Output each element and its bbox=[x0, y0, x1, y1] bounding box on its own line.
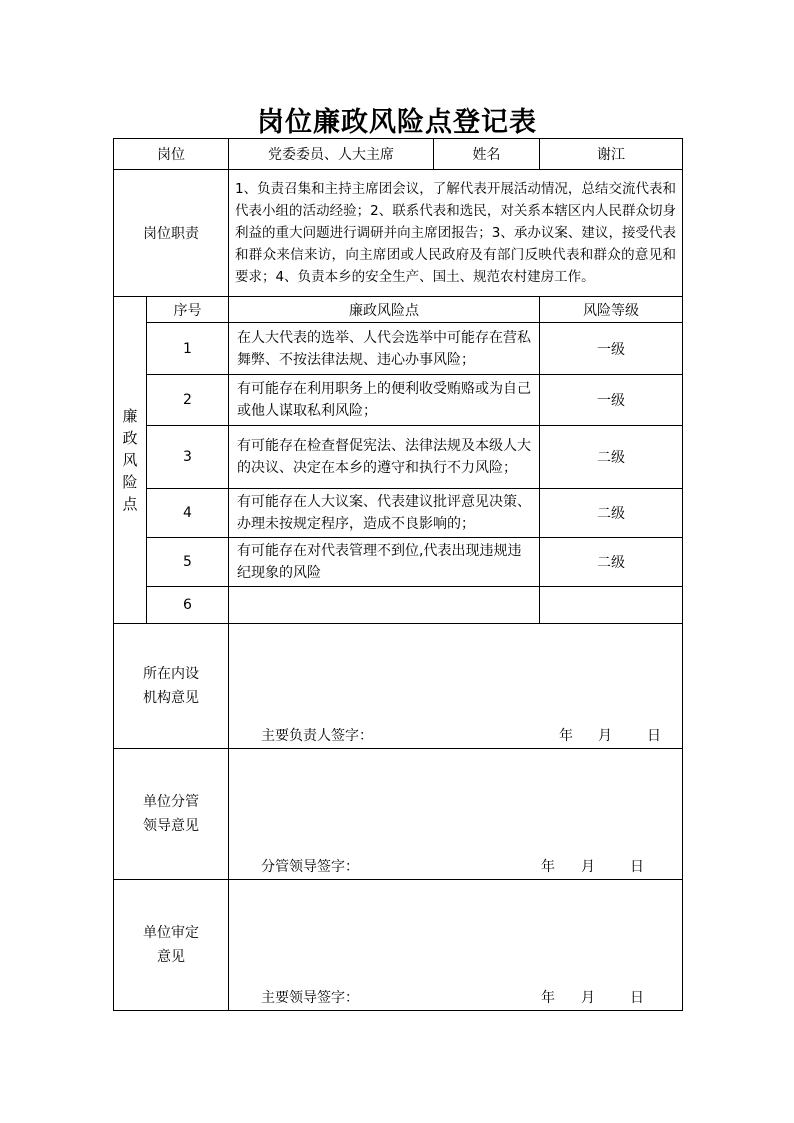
risk-side-char: 廉 bbox=[122, 407, 138, 425]
risk-level: 二级 bbox=[540, 426, 683, 489]
duties-row bbox=[114, 170, 683, 297]
internal-opinion-row bbox=[114, 624, 683, 749]
risk-side-char: 风 bbox=[122, 451, 138, 469]
unit-opinion-row bbox=[114, 880, 683, 1011]
leader-opinion-label-line: 领导意见 bbox=[143, 818, 199, 834]
form-title: 岗位廉政风险点登记表 bbox=[257, 107, 537, 138]
risk-side-label bbox=[114, 297, 147, 624]
risk-row bbox=[114, 538, 683, 587]
unit-signature-label: 主要领导签字： bbox=[261, 990, 359, 1006]
risk-text: 在人大代表的选举、人代会选举中可能存在营私舞弊、不按法律法规、违心办事风险； bbox=[229, 323, 540, 375]
leader-date-day: 日 bbox=[630, 859, 644, 875]
name-value: 谢江 bbox=[540, 139, 683, 170]
unit-date-month: 月 bbox=[581, 990, 595, 1006]
leader-opinion-label-line: 单位分管 bbox=[143, 794, 199, 810]
leader-date-year: 年 bbox=[541, 859, 555, 875]
internal-date-year: 年 bbox=[559, 728, 573, 744]
risk-no: 4 bbox=[147, 489, 229, 538]
risk-no: 5 bbox=[147, 538, 229, 587]
risk-no: 1 bbox=[147, 323, 229, 375]
leader-date-month: 月 bbox=[581, 859, 595, 875]
duties-label: 岗位职责 bbox=[114, 170, 229, 297]
risk-text: 有可能存在对代表管理不到位,代表出现违规违纪现象的风险 bbox=[229, 538, 540, 587]
internal-date-day: 日 bbox=[647, 728, 661, 744]
internal-opinion-label-line: 机构意见 bbox=[143, 690, 199, 706]
risk-side-char: 政 bbox=[122, 429, 138, 447]
risk-row bbox=[114, 587, 683, 624]
leader-signature-label: 分管领导签字： bbox=[261, 859, 359, 875]
risk-no: 6 bbox=[147, 587, 229, 624]
duties-text: 1、负责召集和主持主席团会议，了解代表开展活动情况，总结交流代表和代表小组的活动经验；2、联系代表和选民，对关系本辖区内人民群众切身利益的重大问题进行调研并向主席团报告；3、承办议案、建议，接受代表和群众来信来访，向主席团或人民政府及有部门反映代表和群众的意见和要求；4、负责本乡的安全生产、国土、规范农村建房工作。 bbox=[229, 170, 683, 297]
col-point-header: 廉政风险点 bbox=[229, 297, 540, 323]
internal-opinion-label bbox=[114, 624, 229, 749]
risk-level: 二级 bbox=[540, 538, 683, 587]
risk-row bbox=[114, 489, 683, 538]
internal-opinion-field[interactable] bbox=[229, 624, 683, 749]
unit-opinion-label bbox=[114, 880, 229, 1011]
risk-no: 2 bbox=[147, 375, 229, 426]
internal-date-month: 月 bbox=[598, 728, 612, 744]
risk-side-char: 险 bbox=[122, 473, 138, 491]
internal-signature-label: 主要负责人签字： bbox=[261, 728, 373, 744]
registration-table bbox=[113, 138, 683, 1011]
col-level-header: 风险等级 bbox=[540, 297, 683, 323]
unit-date-day: 日 bbox=[630, 990, 644, 1006]
risk-text bbox=[229, 587, 540, 624]
risk-side-char: 点 bbox=[122, 495, 138, 513]
risk-level bbox=[540, 587, 683, 624]
risk-row bbox=[114, 426, 683, 489]
post-label: 岗位 bbox=[114, 139, 229, 170]
risk-text: 有可能存在检查督促宪法、法律法规及本级人大的决议、决定在本乡的遵守和执行不力风险； bbox=[229, 426, 540, 489]
unit-opinion-label-line: 单位审定 bbox=[143, 925, 199, 941]
post-value: 党委委员、人大主席 bbox=[229, 139, 434, 170]
header-row bbox=[114, 139, 683, 170]
risk-level: 一级 bbox=[540, 323, 683, 375]
leader-opinion-row bbox=[114, 749, 683, 880]
risk-text: 有可能存在利用职务上的便利收受贿赂或为自己或他人谋取私利风险； bbox=[229, 375, 540, 426]
risk-level: 一级 bbox=[540, 375, 683, 426]
risk-no: 3 bbox=[147, 426, 229, 489]
risk-row bbox=[114, 375, 683, 426]
unit-opinion-label-line: 意见 bbox=[157, 949, 185, 965]
risk-level: 二级 bbox=[540, 489, 683, 538]
risk-header-row bbox=[114, 297, 683, 323]
name-label: 姓名 bbox=[434, 139, 540, 170]
leader-opinion-label bbox=[114, 749, 229, 880]
leader-opinion-field[interactable] bbox=[229, 749, 683, 880]
unit-opinion-field[interactable] bbox=[229, 880, 683, 1011]
unit-date-year: 年 bbox=[541, 990, 555, 1006]
col-no-header: 序号 bbox=[147, 297, 229, 323]
risk-row bbox=[114, 323, 683, 375]
risk-text: 有可能存在人大议案、代表建议批评意见决策、办理未按规定程序，造成不良影响的； bbox=[229, 489, 540, 538]
internal-opinion-label-line: 所在内设 bbox=[143, 666, 199, 682]
